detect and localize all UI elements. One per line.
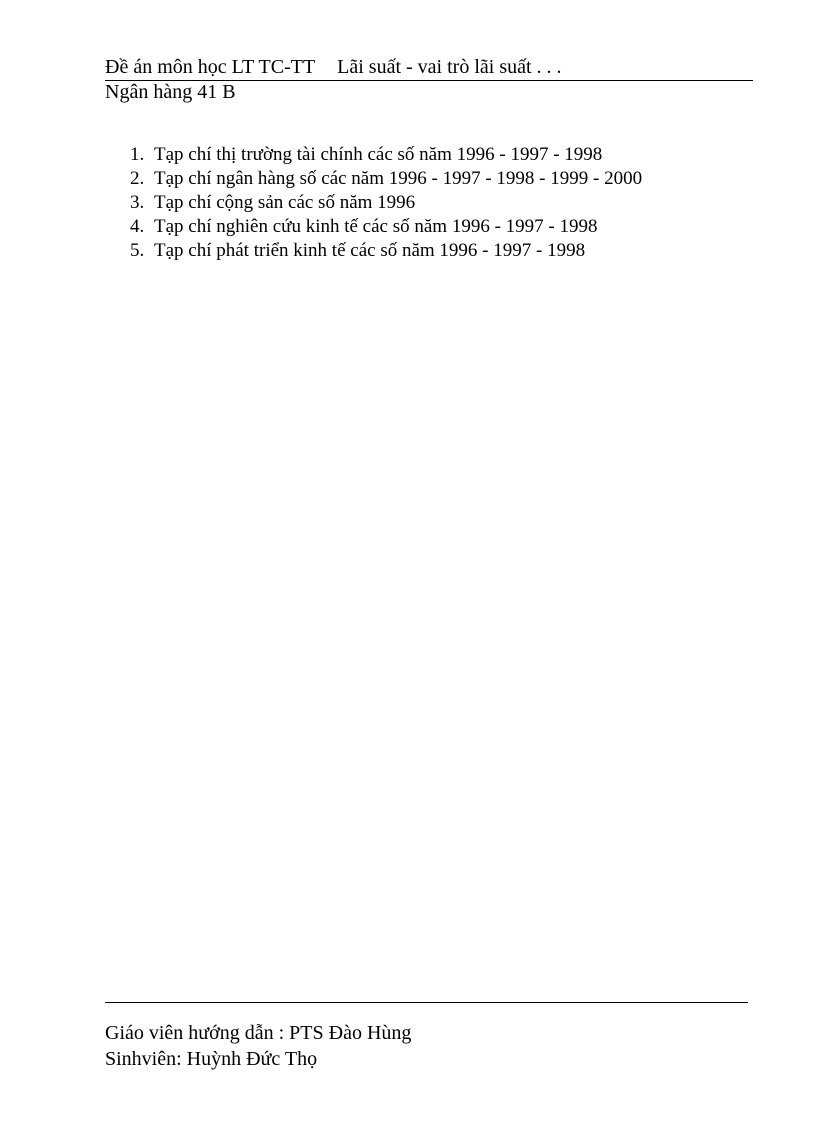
list-item-text: Tạp chí phát triển kinh tế các số năm 1996 - 1997 - 1998 (154, 240, 586, 261)
page-header (105, 55, 562, 79)
list-item-text: Tạp chí thị trường tài chính các số năm 1996 - 1997 - 1998 (154, 144, 603, 165)
class-name: Ngân hàng 41 B (105, 81, 236, 103)
advisor-line: Giáo viên hướng dẫn : PTS Đào Hùng (105, 1022, 412, 1044)
footer-divider (105, 1002, 748, 1003)
list-item-number: 5. (130, 240, 145, 261)
list-item (130, 215, 642, 239)
list-item-number: 3. (130, 192, 145, 213)
reference-list (130, 143, 642, 263)
list-item-text: Tạp chí cộng sản các số năm 1996 (154, 192, 416, 213)
list-item-text: Tạp chí nghiên cứu kinh tế các số năm 1996 - 1997 - 1998 (154, 216, 598, 237)
list-item-text: Tạp chí ngân hàng số các năm 1996 - 1997 - 1998 - 1999 - 2000 (154, 168, 643, 189)
list-item-number: 1. (130, 144, 145, 165)
course-title: Đề án môn học LT TC-TT (105, 56, 316, 78)
list-item (130, 239, 642, 263)
student-line: Sinhviên: Huỳnh Đức Thọ (105, 1048, 318, 1070)
topic-title: Lãi suất - vai trò lãi suất . . . (337, 56, 562, 78)
list-item (130, 143, 642, 167)
list-item (130, 167, 642, 191)
list-item (130, 191, 642, 215)
list-item-number: 4. (130, 216, 145, 237)
list-item-number: 2. (130, 168, 145, 189)
